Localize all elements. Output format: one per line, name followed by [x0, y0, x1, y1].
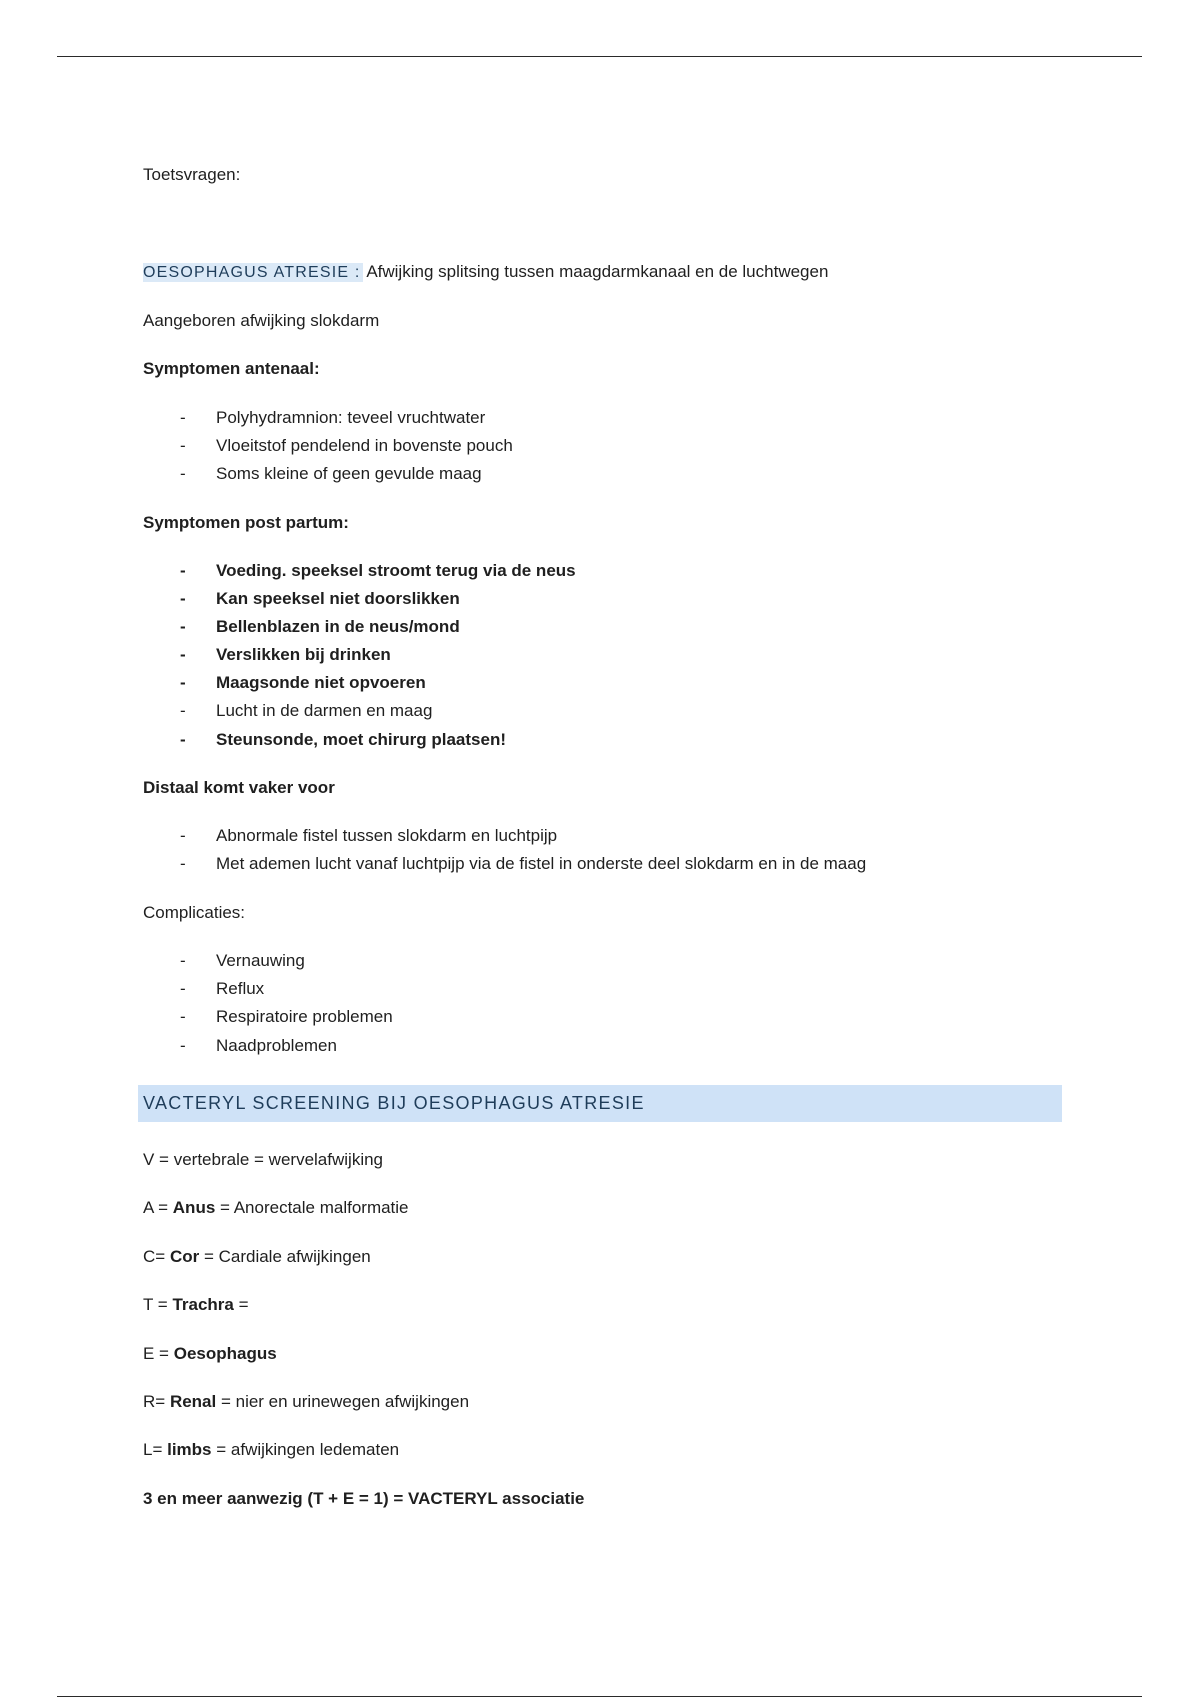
- list-item: - Voeding. speeksel stroomt terug via de neus: [180, 561, 576, 580]
- heading-description: Afwijking splitsing tussen maagdarmkanaal en de luchtwegen: [362, 262, 829, 281]
- list-item: - Steunsonde, moet chirurg plaatsen!: [180, 730, 506, 749]
- list-item: - Verslikken bij drinken: [180, 645, 391, 664]
- section-heading-oesophagus-atresie: [143, 261, 828, 284]
- banner-text: VACTERYL SCREENING BIJ OESOPHAGUS ATRESIE: [143, 1093, 645, 1113]
- vacteryl-c: C= Cor = Cardiale afwijkingen: [143, 1247, 371, 1266]
- highlighted-heading: OESOPHAGUS ATRESIE :: [143, 264, 361, 281]
- list-item: - Abnormale fistel tussen slokdarm en luchtpijp: [180, 826, 558, 845]
- subheading-distaal: Distaal komt vaker voor: [143, 778, 335, 797]
- list-item: - Soms kleine of geen gevulde maag: [180, 464, 482, 483]
- list-item: - Met ademen lucht vanaf luchtpijp via de fistel in onderste deel slokdarm en in de maag: [180, 854, 867, 873]
- list-item: - Maagsonde niet opvoeren: [180, 673, 426, 692]
- list-item: - Lucht in de darmen en maag: [180, 701, 433, 720]
- vacteryl-l: L= limbs = afwijkingen ledematen: [143, 1440, 400, 1459]
- list-item: - Vernauwing: [180, 951, 305, 970]
- footer-rule: [57, 1696, 1142, 1697]
- subheading-post-partum: Symptomen post partum:: [143, 513, 349, 532]
- vacteryl-a: A = Anus = Anorectale malformatie: [143, 1198, 409, 1217]
- list-item: - Naadproblemen: [180, 1036, 337, 1055]
- vacteryl-r: R= Renal = nier en urinewegen afwijkingen: [143, 1392, 470, 1411]
- list-item: - Vloeitstof pendelend in bovenste pouch: [180, 436, 513, 455]
- list-item: - Polyhydramnion: teveel vruchtwater: [180, 408, 486, 427]
- intro-line: Toetsvragen:: [143, 165, 241, 184]
- header-rule: [57, 56, 1142, 57]
- vacteryl-conclusion: 3 en meer aanwezig (T + E = 1) = VACTERYL associatie: [143, 1489, 585, 1508]
- list-item: - Bellenblazen in de neus/mond: [180, 617, 460, 636]
- vacteryl-e: E = Oesophagus: [143, 1344, 277, 1363]
- vacteryl-t: T = Trachra =: [143, 1295, 249, 1314]
- list-item: - Respiratoire problemen: [180, 1007, 393, 1026]
- subheading-antenaal: Symptomen antenaal:: [143, 359, 320, 378]
- list-item: - Reflux: [180, 979, 265, 998]
- subheading-complicaties: Complicaties:: [143, 903, 246, 922]
- paragraph-aangeboren: Aangeboren afwijking slokdarm: [143, 311, 380, 330]
- vacteryl-v: V = vertebrale = wervelafwijking: [143, 1150, 384, 1169]
- list-item: - Kan speeksel niet doorslikken: [180, 589, 460, 608]
- section-heading-vacteryl: [138, 1085, 1062, 1122]
